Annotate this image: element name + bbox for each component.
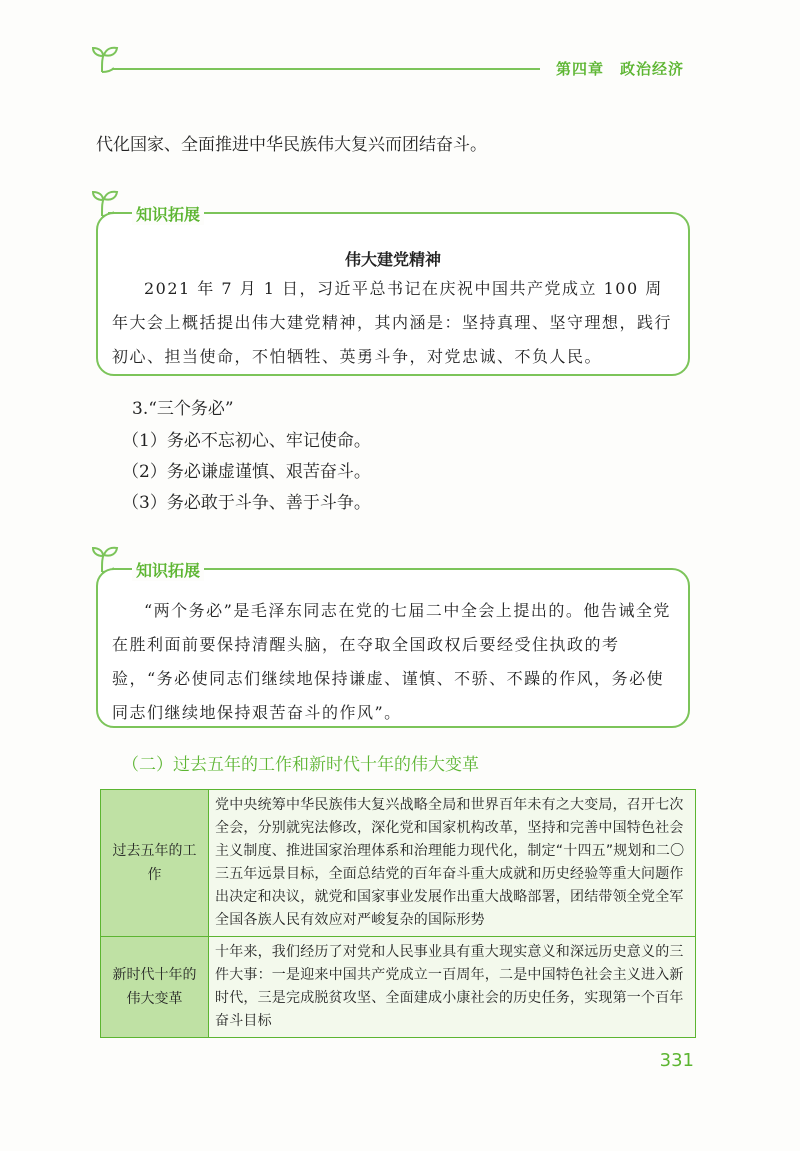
knowledge-box-label: 知识拓展 [132, 558, 204, 581]
box-paragraph: 2021 年 7 月 1 日，习近平总书记在庆祝中国共产党成立 100 周年大会上概括提出伟大建党精神，其内涵是：坚持真理、坚守理想，践行初心、担当使命，不怕牺牲、英勇斗争，对党忠诚、不负人民。 [112, 279, 673, 366]
list-item: （3）务必敢于斗争、善于斗争。 [122, 493, 371, 513]
row-content: 十年来，我们经历了对党和人民事业具有重大现实意义和深远历史意义的三件大事：一是迎来中国共产党成立一百周年，二是中国特色社会主义进入新时代，三是完成脱贫攻坚、全面建成小康社会的历史任务，实现第一个百年奋斗目标 [209, 937, 696, 1038]
row-label: 过去五年的工作 [101, 790, 209, 937]
row-content: 党中央统筹中华民族伟大复兴战略全局和世界百年未有之大变局，召开七次全会，分别就宪法修改，深化党和国家机构改革，坚持和完善中国特色社会主义制度、推进国家治理体系和治理能力现代化，制定“十四五”规划和二〇三五年远景目标，全面总结党的百年奋斗重大成就和历史经验等重大问题作出决定和决议，就党和国家事业发展作出重大战略部署，团结带领全党全军全国各族人民有效应对严峻复杂的国际形势 [209, 790, 696, 937]
box-heading: 伟大建党精神 [344, 250, 441, 269]
summary-table [100, 789, 696, 1038]
table-row [101, 937, 696, 1038]
knowledge-box-label: 知识拓展 [132, 202, 204, 225]
intro-text: 代化国家、全面推进中华民族伟大复兴而团结奋斗。 [96, 135, 487, 155]
row-label: 新时代十年的伟大变革 [101, 937, 209, 1038]
table-row [101, 790, 696, 937]
list-item: （2）务必谦虚谨慎、艰苦奋斗。 [122, 462, 371, 482]
section-heading: （二）过去五年的工作和新时代十年的伟大变革 [122, 755, 479, 775]
list-item: （1）务必不忘初心、牢记使命。 [122, 431, 371, 451]
chapter-title: 第四章 政治经济 [556, 60, 685, 78]
page-number: 331 [659, 1050, 694, 1071]
header-rule [112, 68, 540, 70]
section-title: 3.“三个务必” [132, 399, 234, 419]
box-paragraph: “两个务必”是毛泽东同志在党的七届二中全会上提出的。他告诫全党在胜利面前要保持清醒头脑，在夺取全国政权后要经受住执政的考验，“务必使同志们继续地保持谦虚、谨慎、不骄、不躁的作风，务必使同志们继续地保持艰苦奋斗的作风”。 [112, 601, 671, 722]
